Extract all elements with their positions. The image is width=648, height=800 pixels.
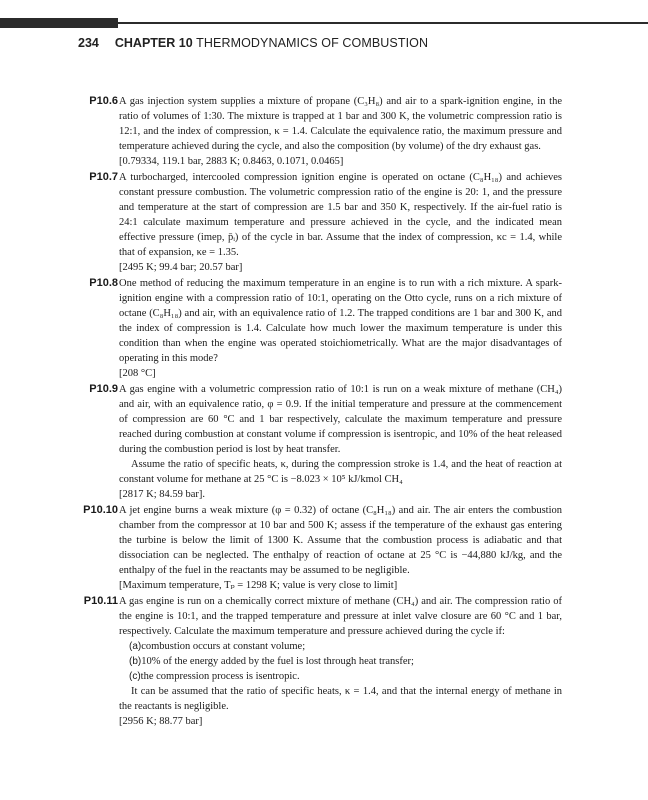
list-item	[129, 639, 562, 654]
problem-p10-11	[0, 594, 648, 729]
problem-number: P10.9	[89, 383, 118, 395]
problem-body	[119, 382, 562, 502]
item-label: (b)	[129, 656, 142, 667]
list-item	[129, 654, 562, 669]
problem-p10-6	[0, 94, 648, 169]
problem-number: P10.11	[83, 595, 118, 607]
problem-body	[119, 170, 562, 275]
chapter-label: CHAPTER 10	[114, 36, 193, 50]
page-number: 234	[78, 36, 99, 50]
header-bar	[0, 18, 118, 28]
problem-body	[119, 503, 562, 593]
item-label: (a)	[129, 641, 142, 652]
item-text: the compression process is isentropic.	[140, 671, 300, 682]
problem-answer: [Maximum temperature, Tₚ = 1298 K; value is very close to limit]	[119, 580, 398, 591]
problem-answer: [2817 K; 84.59 bar].	[119, 489, 206, 500]
problem-text: A gas injection system supplies a mixture of propane (C₃H₈) and air to a spark-ignition engine, in the ratio of volumes of 1:30. The mixture is trapped at 1 bar and 300 K, the volumetric compression ratio is 12:1, and the index of compression, κ = 1.4. Calculate the equivalence ratio, the maximum pressure and temperature achieved during the cycle, and also the composition (by volume) of the dry exhaust gas.	[119, 96, 562, 152]
problem-answer: [0.79334, 119.1 bar, 2883 K; 0.8463, 0.1071, 0.0465]	[119, 156, 344, 167]
chapter-title: THERMODYNAMICS OF COMBUSTION	[196, 36, 429, 50]
list-item	[129, 669, 562, 684]
problem-number: P10.6	[89, 95, 118, 107]
problem-list	[0, 94, 648, 730]
running-header	[78, 36, 428, 50]
problem-text: It can be assumed that the ratio of specific heats, κ = 1.4, and that the internal energy of methane in the reactants is negligible.	[119, 686, 562, 712]
problem-text: A gas engine is run on a chemically correct mixture of methane (CH₄) and air. The compression ratio of the engine is 10:1, and the trapped temperature and pressure at inlet valve closure are 60 °C and 1 bar, respectively. Calculate the maximum temperature and pressure achieved during the cycle if:	[119, 596, 562, 637]
item-text: 10% of the energy added by the fuel is lost through heat transfer;	[141, 656, 414, 667]
problem-text: Assume the ratio of specific heats, κ, during the compression stroke is 1.4, and the heat of reaction at constant volume for methane at 25 °C is −8.023 × 10⁵ kJ/kmol CH₄	[119, 459, 562, 485]
problem-number: P10.10	[83, 504, 118, 516]
problem-body	[119, 276, 562, 381]
problem-answer: [2956 K; 88.77 bar]	[119, 716, 203, 727]
problem-p10-10	[0, 503, 648, 593]
problem-body	[119, 594, 562, 729]
problem-answer: [2495 K; 99.4 bar; 20.57 bar]	[119, 262, 243, 273]
problem-body	[119, 94, 562, 169]
problem-p10-9	[0, 382, 648, 502]
problem-text: One method of reducing the maximum temperature in an engine is to run with a rich mixture. A spark-ignition engine with a compression ratio of 10:1, operating on the Otto cycle, runs on a rich mixture of octane (C₈H₁₈) and air, with an equivalence ratio of 1.2. The trapped conditions are 1 bar and 300 K, and the index of compression is 1.4. Calculate how much lower the maximum temperature is under this condition than when the engine was operated stoichiometrically. What are the major disadvantages of operating in this mode?	[119, 278, 562, 364]
problem-p10-7	[0, 170, 648, 275]
problem-p10-8	[0, 276, 648, 381]
problem-text: A jet engine burns a weak mixture (φ = 0.32) of octane (C₈H₁₈) and air. The air enters the combustion chamber from the compressor at 10 bar and 500 K; assess if the temperature of the exhaust gas entering the turbine is below the limit of 1300 K. Assume that the combustion process is adiabatic and that dissociation can be neglected. The enthalpy of reaction of octane at 25 °C is −44,880 kJ/kg, and the enthalpy of the fuel in the reactants may be assumed to be negligible.	[119, 505, 562, 576]
header-rule	[118, 22, 648, 24]
problem-number: P10.7	[89, 171, 118, 183]
problem-text: A turbocharged, intercooled compression ignition engine is operated on octane (C₈H₁₈) and achieves constant pressure combustion. The volumetric compression ratio of the engine is 20: 1, and the pressure and temperature at the start of compression are 1.5 bar and 350 K, respectively. If the air-fuel ratio is 24:1 calculate maximum temperature and pressure achieved in the cycle, and the indicated mean effective pressure (imep, p̄ᵢ) of the cycle in bar. Assume that the index of compression, κc = 1.4, while that of expansion, κe = 1.35.	[119, 172, 562, 258]
problem-answer: [208 °C]	[119, 368, 156, 379]
item-label: (c)	[129, 671, 141, 682]
item-text: combustion occurs at constant volume;	[141, 641, 306, 652]
problem-number: P10.8	[89, 277, 118, 289]
problem-text: A gas engine with a volumetric compression ratio of 10:1 is run on a weak mixture of methane (CH₄) and air, with an equivalence ratio, φ = 0.9. If the initial temperature and pressure at the commencement of compression are 60 °C and 1 bar respectively, calculate the maximum temperature and pressure reached during combustion at constant volume if compression is isentropic, and 10% of the heat released during the combustion period is lost by heat transfer.	[119, 384, 562, 455]
